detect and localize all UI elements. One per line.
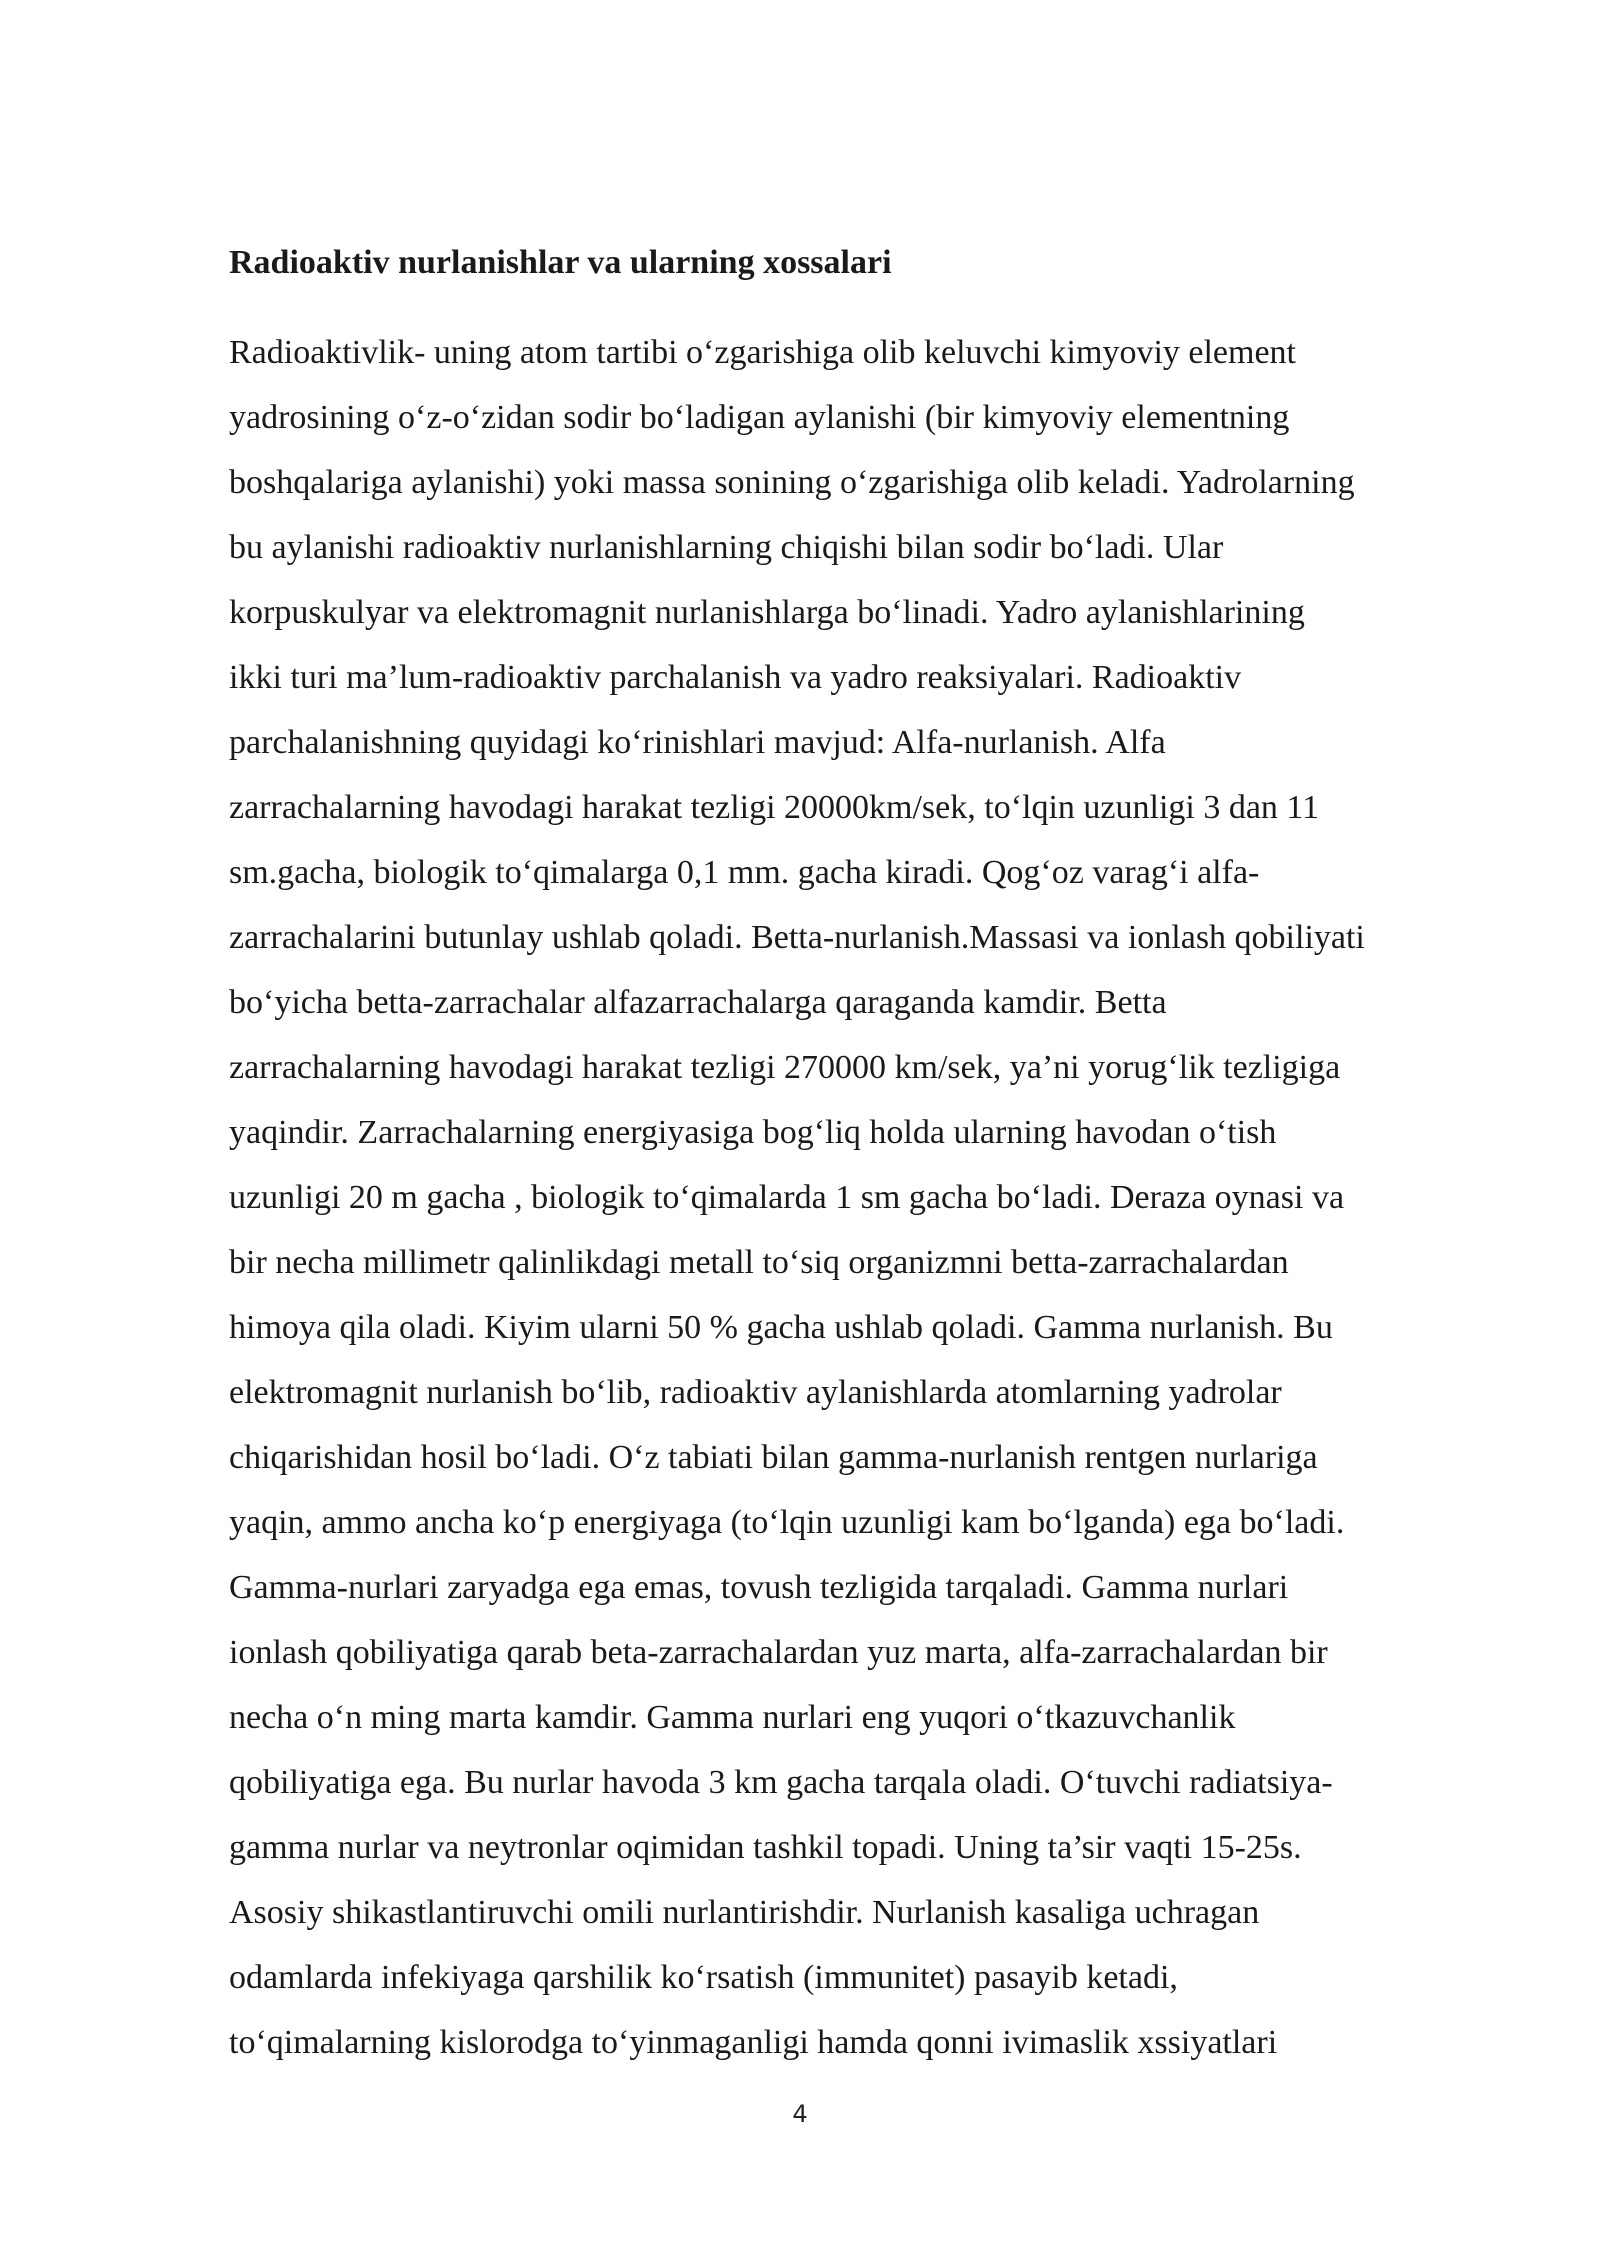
body-text [229, 320, 1365, 2075]
text-line: gamma nurlar va neytronlar oqimidan tashkil topadi. Uning ta’sir vaqti 15-25s. [229, 1829, 1302, 1866]
section-heading: Radioaktiv nurlanishlar va ularning xossalari [229, 244, 892, 281]
text-line: to‘qimalarning kislorodga to‘yinmaganligi hamda qonni ivimaslik xssiyatlari [229, 2024, 1278, 2061]
text-line: zarrachalarning havodagi harakat tezligi 20000km/sek, to‘lqin uzunligi 3 dan 11 [229, 789, 1320, 826]
text-line: elektromagnit nurlanish bo‘lib, radioaktiv aylanishlarda atomlarning yadrolar [229, 1374, 1282, 1411]
text-line: bu aylanishi radioaktiv nurlanishlarning chiqishi bilan sodir bo‘ladi. Ular [229, 529, 1224, 566]
text-line: zarrachalarini butunlay ushlab qoladi. Betta-nurlanish.Massasi va ionlash qobiliyati [229, 919, 1365, 956]
text-line: yaqindir. Zarrachalarning energiyasiga bog‘liq holda ularning havodan o‘tish [229, 1114, 1277, 1151]
text-line: uzunligi 20 m gacha , biologik to‘qimalarda 1 sm gacha bo‘ladi. Deraza oynasi va [229, 1179, 1345, 1216]
text-line: parchalanishning quyidagi ko‘rinishlari mavjud: Alfa-nurlanish. Alfa [229, 724, 1166, 761]
text-line: qobiliyatiga ega. Bu nurlar havoda 3 km gacha tarqala oladi. O‘tuvchi radiatsiya- [229, 1764, 1333, 1801]
text-line: Gamma-nurlari zaryadga ega emas, tovush tezligida tarqaladi. Gamma nurlari [229, 1569, 1289, 1606]
text-line: chiqarishidan hosil bo‘ladi. O‘z tabiati bilan gamma-nurlanish rentgen nurlariga [229, 1439, 1318, 1476]
text-line: yadrosining o‘z-o‘zidan sodir bo‘ladigan aylanishi (bir kimyoviy elementning [229, 399, 1290, 436]
text-line: ikki turi ma’lum-radioaktiv parchalanish va yadro reaksiyalari. Radioaktiv [229, 659, 1242, 696]
text-line: zarrachalarning havodagi harakat tezligi 270000 km/sek, ya’ni yorug‘lik tezligiga [229, 1049, 1341, 1086]
text-line: ionlash qobiliyatiga qarab beta-zarrachalardan yuz marta, alfa-zarrachalardan bir [229, 1634, 1328, 1671]
text-line: himoya qila oladi. Kiyim ularni 50 % gacha ushlab qoladi. Gamma nurlanish. Bu [229, 1309, 1333, 1346]
text-line: bo‘yicha betta-zarrachalar alfazarrachalarga qaraganda kamdir. Betta [229, 984, 1167, 1021]
text-line: Radioaktivlik- uning atom tartibi o‘zgarishiga olib keluvchi kimyoviy element [229, 334, 1296, 371]
text-line: necha o‘n ming marta kamdir. Gamma nurlari eng yuqori o‘tkazuvchanlik [229, 1699, 1236, 1736]
text-line: Asosiy shikastlantiruvchi omili nurlantirishdir. Nurlanish kasaliga uchragan [229, 1894, 1260, 1931]
text-line: korpuskulyar va elektromagnit nurlanishlarga bo‘linadi. Yadro aylanishlarining [229, 594, 1305, 631]
text-line: odamlarda infekiyaga qarshilik ko‘rsatish (immunitet) pasayib ketadi, [229, 1959, 1178, 1996]
text-line: bir necha millimetr qalinlikdagi metall to‘siq organizmni betta-zarrachalardan [229, 1244, 1289, 1281]
text-line: sm.gacha, biologik to‘qimalarga 0,1 mm. gacha kiradi. Qog‘oz varag‘i alfa- [229, 854, 1260, 891]
text-line: boshqalariga aylanishi) yoki massa sonining o‘zgarishiga olib keladi. Yadrolarning [229, 464, 1355, 501]
text-line: yaqin, ammo ancha ko‘p energiyaga (to‘lqin uzunligi kam bo‘lganda) ega bo‘ladi. [229, 1504, 1345, 1541]
page-number: 4 [792, 2100, 808, 2128]
